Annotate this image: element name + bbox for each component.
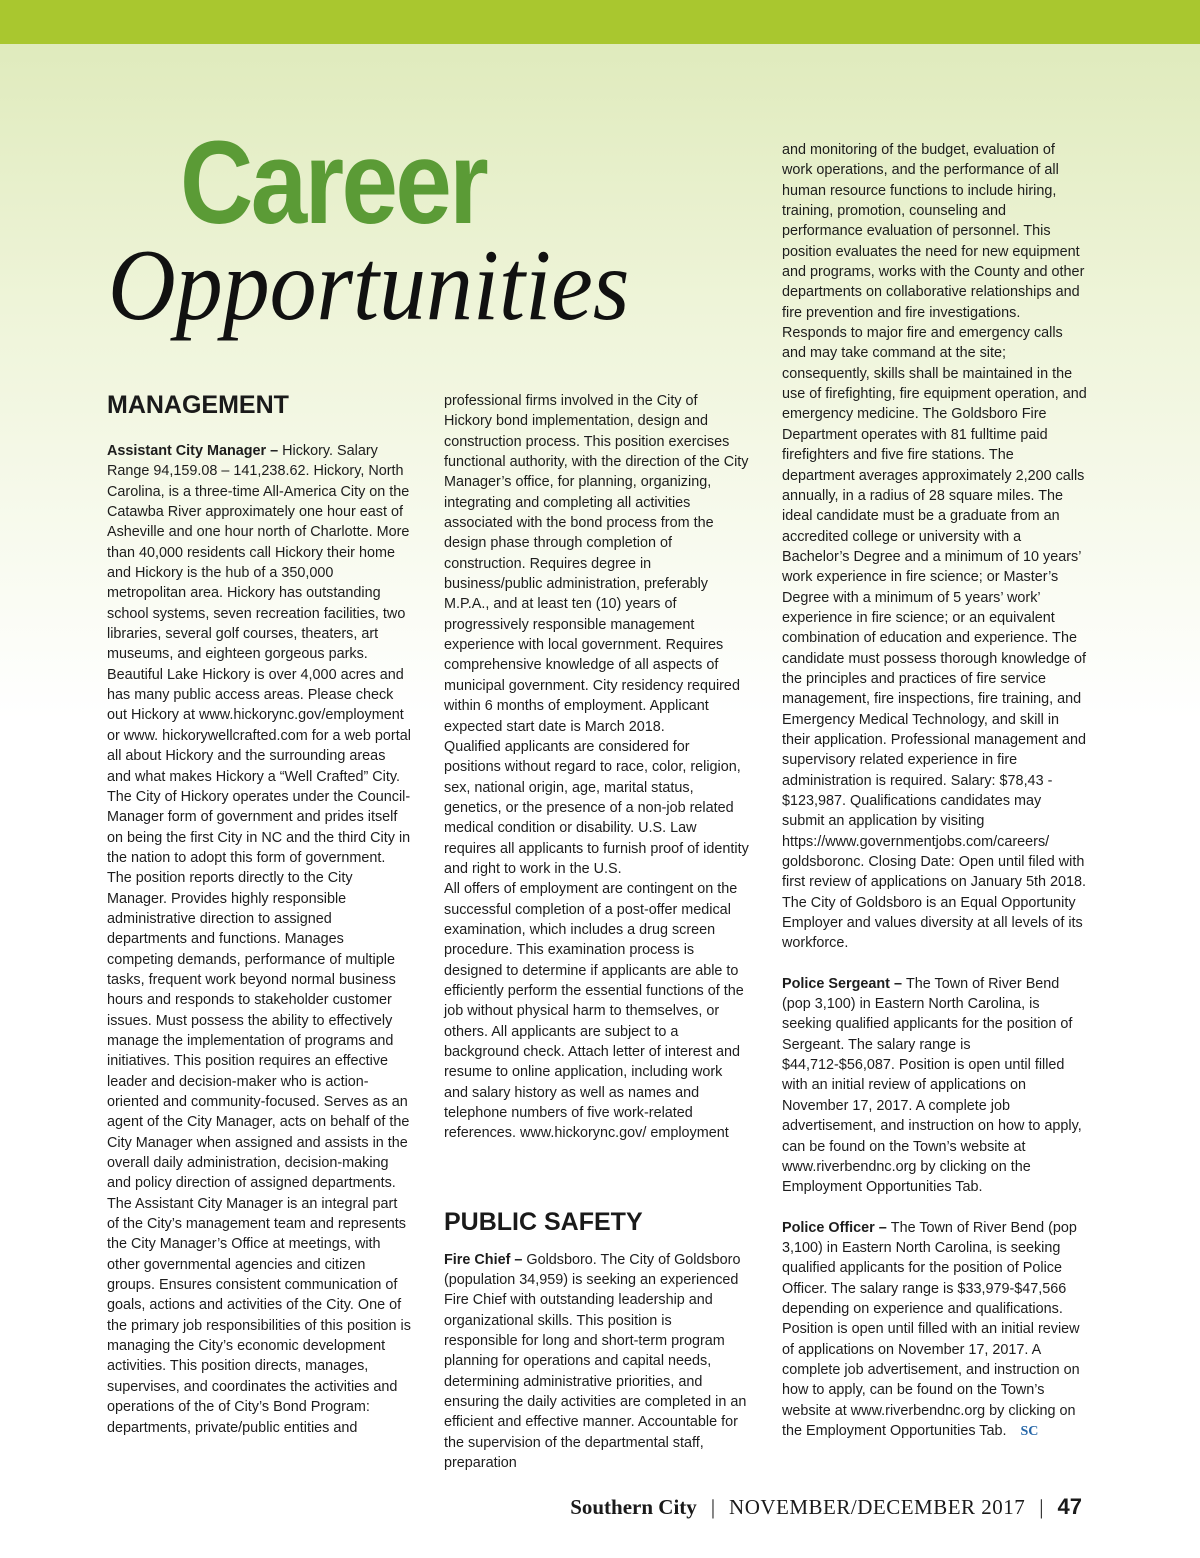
top-accent-bar	[0, 0, 1200, 44]
job-police-officer	[782, 1218, 1087, 1443]
issue-date: NOVEMBER/DECEMBER 2017	[729, 1495, 1026, 1519]
publication-name: Southern City	[570, 1495, 697, 1519]
job-fire-chief-continued: and monitoring of the budget, evaluation of work operations, and the performance of all human resource functions to include hiring, training, promotion, counseling and performance evaluation of personnel. This position evaluates the need for new equipment and programs, works with the County and other departments on collaborative relationships and fire prevention and fire investigations. Responds to major fire and emergency calls and may take command at the site; consequently, skills shall be maintained in the use of firefighting, fire equipment operation, and emergency medicine. The Goldsboro Fire Department operates with 81 fulltime paid firefighters and five fire stations. The department averages approximately 2,200 calls annually, in a radius of 28 square miles. The ideal candidate must be a graduate from an accredited college or university with a Bachelor’s Degree and a minimum of 10 years’ work experience in fire science; or Master’s Degree with a minimum of 5 years’ work’ experience in fire science; or an equivalent combination of education and experience. The candidate must possess thorough knowledge of the principles and practices of fire service management, fire inspections, fire training, and Emergency Medical Technology, and skill in their application. Professional management and supervisory related experience in fire administration is required. Salary: $78,43 - $123,987. Qualifications candidates may submit an application by visiting https://www.governmentjobs.com/careers/ goldsboronc. Closing Date: Open until filed with first review of applications on January 5th 2018. The City of Goldsboro is an Equal Opportunity Employer and values diversity at all levels of its workforce.	[782, 142, 1087, 952]
job-title-police-officer: Police Officer –	[782, 1219, 891, 1236]
job-title-police-sergeant: Police Sergeant –	[782, 975, 906, 992]
job-body: The Town of River Bend (pop 3,100) in Eastern North Carolina, is seeking qualified applicants for the position of Police Officer. The salary range is $33,979-$47,566 depending on experience and qualifications. Position is open until filled with an initial review of applications on November 17, 2017. A complete job advertisement, and instruction on how to apply, can be found on the Town’s website at www.riverbendnc.org by clicking on the Employment Opportunities Tab.	[782, 1219, 1080, 1439]
footer-separator: |	[1039, 1495, 1044, 1519]
job-body-eeo: Qualified applicants are considered for positions without regard to race, color, religion, sex, national origin, age, marital status, genetics, or the presence of a non-job related medical condition or disability. U.S. Law requires all applicants to furnish proof of identity and right to work in the U.S.	[444, 738, 749, 877]
page-footer	[570, 1494, 1082, 1520]
job-body: Goldsboro. The City of Goldsboro (population 34,959) is seeking an experienced Fire Chief with outstanding leadership and organizational skills. This position is responsible for long and short-term program planning for operations and capital needs, determining administrative priorities, and ensuring the daily activities are completed in an efficient and effective manner. Accountable for the supervision of the departmental staff, preparation	[444, 1251, 747, 1472]
end-of-article-mark: SC	[1020, 1423, 1039, 1439]
title-career: Career	[180, 117, 487, 249]
job-body-continued: professional firms involved in the City of Hickory bond implementation, design and construction process. This position exercises functional authority, with the direction of the City Manager’s office, for planning, organizing, integrating and completing all activities associated with the bond process from the design phase through completion of construction. Requires degree in business/public administration, preferably M.P.A., and at least ten (10) years of progressively responsible management experience with local government. Requires comprehensive knowledge of all aspects of municipal government. City residency required within 6 months of employment. Applicant expected start date is March 2018.	[444, 393, 749, 735]
job-police-sergeant	[782, 974, 1087, 1198]
job-fire-chief	[444, 1250, 749, 1474]
job-assistant-city-manager	[107, 441, 412, 1438]
page-number: 47	[1057, 1494, 1082, 1519]
column-3	[782, 140, 1087, 1442]
job-title-assistant-city-manager: Assistant City Manager –	[107, 443, 283, 459]
job-title-fire-chief: Fire Chief –	[444, 1251, 527, 1268]
job-body-conditions: All offers of employment are contingent on the successful completion of a post-offer medical examination, which includes a drug screen procedure. This examination process is designed to determine if applicants are able to efficiently perform the essential functions of the job without physical harm to themselves, or others. All applicants are subject to a background check. Attach letter of interest and resume to online application, including work and salary history as well as names and telephone numbers of five work-related references. www.hickorync.gov/ employment	[444, 881, 744, 1142]
job-body: The Town of River Bend (pop 3,100) in Eastern North Carolina, is seeking qualified applicants for the position of Sergeant. The salary range is $44,712-$56,087. Position is open until filled with an initial review of applications on November 17, 2017. A complete job advertisement, and instruction on how to apply, can be found on the Town’s website at www.riverbendnc.org by clicking on the Employment Opportunities Tab.	[782, 975, 1082, 1196]
title-opportunities: Opportunities	[108, 229, 630, 342]
column-1	[107, 389, 412, 1438]
section-heading-management: MANAGEMENT	[107, 391, 289, 419]
column-2	[444, 391, 749, 1474]
job-body: Hickory. Salary Range 94,159.08 – 141,238.62. Hickory, North Carolina, is a three-time All-America City on the Catawba River approximately one hour east of Asheville and one hour north of Charlotte. More than 40,000 residents call Hickory their home and Hickory is the hub of a 350,000 metropolitan area. Hickory has outstanding school systems, seven recreation facilities, two libraries, several golf courses, theaters, art museums, and eighteen gorgeous parks. Beautiful Lake Hickory is over 4,000 acres and has many public access areas. Please check out Hickory at www.hickorync.gov/employment or www. hickorywellcrafted.com for a web portal all about Hickory and the surrounding areas and what makes Hickory a “Well Crafted” City. The City of Hickory operates under the Council-Manager form of government and prides itself on being the first City in NC and the third City in the nation to adopt this form of government. The position reports directly to the City Manager. Provides highly responsible administrative direction to assigned departments and functions. Manages competing demands, performance of multiple tasks, frequent work beyond normal business hours and responds to stakeholder customer issues. Must possess the ability to effectively manage the implementation of programs and initiatives. This position requires an effective leader and decision-maker who is action-oriented and community-focused. Serves as an agent of the City Manager, acts on behalf of the City Manager when assigned and assists in the overall daily administration, decision-making and policy direction of assigned departments. The Assistant City Manager is an integral part of the City’s management team and represents the City Manager’s Office at meetings, with other governmental agencies and citizen groups. Ensures consistent communication of goals, actions and activities of the City. One of the primary job responsibilities of this position is managing the City’s economic development activities. This position directs, manages, supervises, and coordinates the activities and operations of the of City’s Bond Program: departments, private/public entities and	[107, 443, 411, 1436]
footer-separator: |	[710, 1495, 716, 1519]
section-heading-public-safety: PUBLIC SAFETY	[444, 1207, 643, 1236]
